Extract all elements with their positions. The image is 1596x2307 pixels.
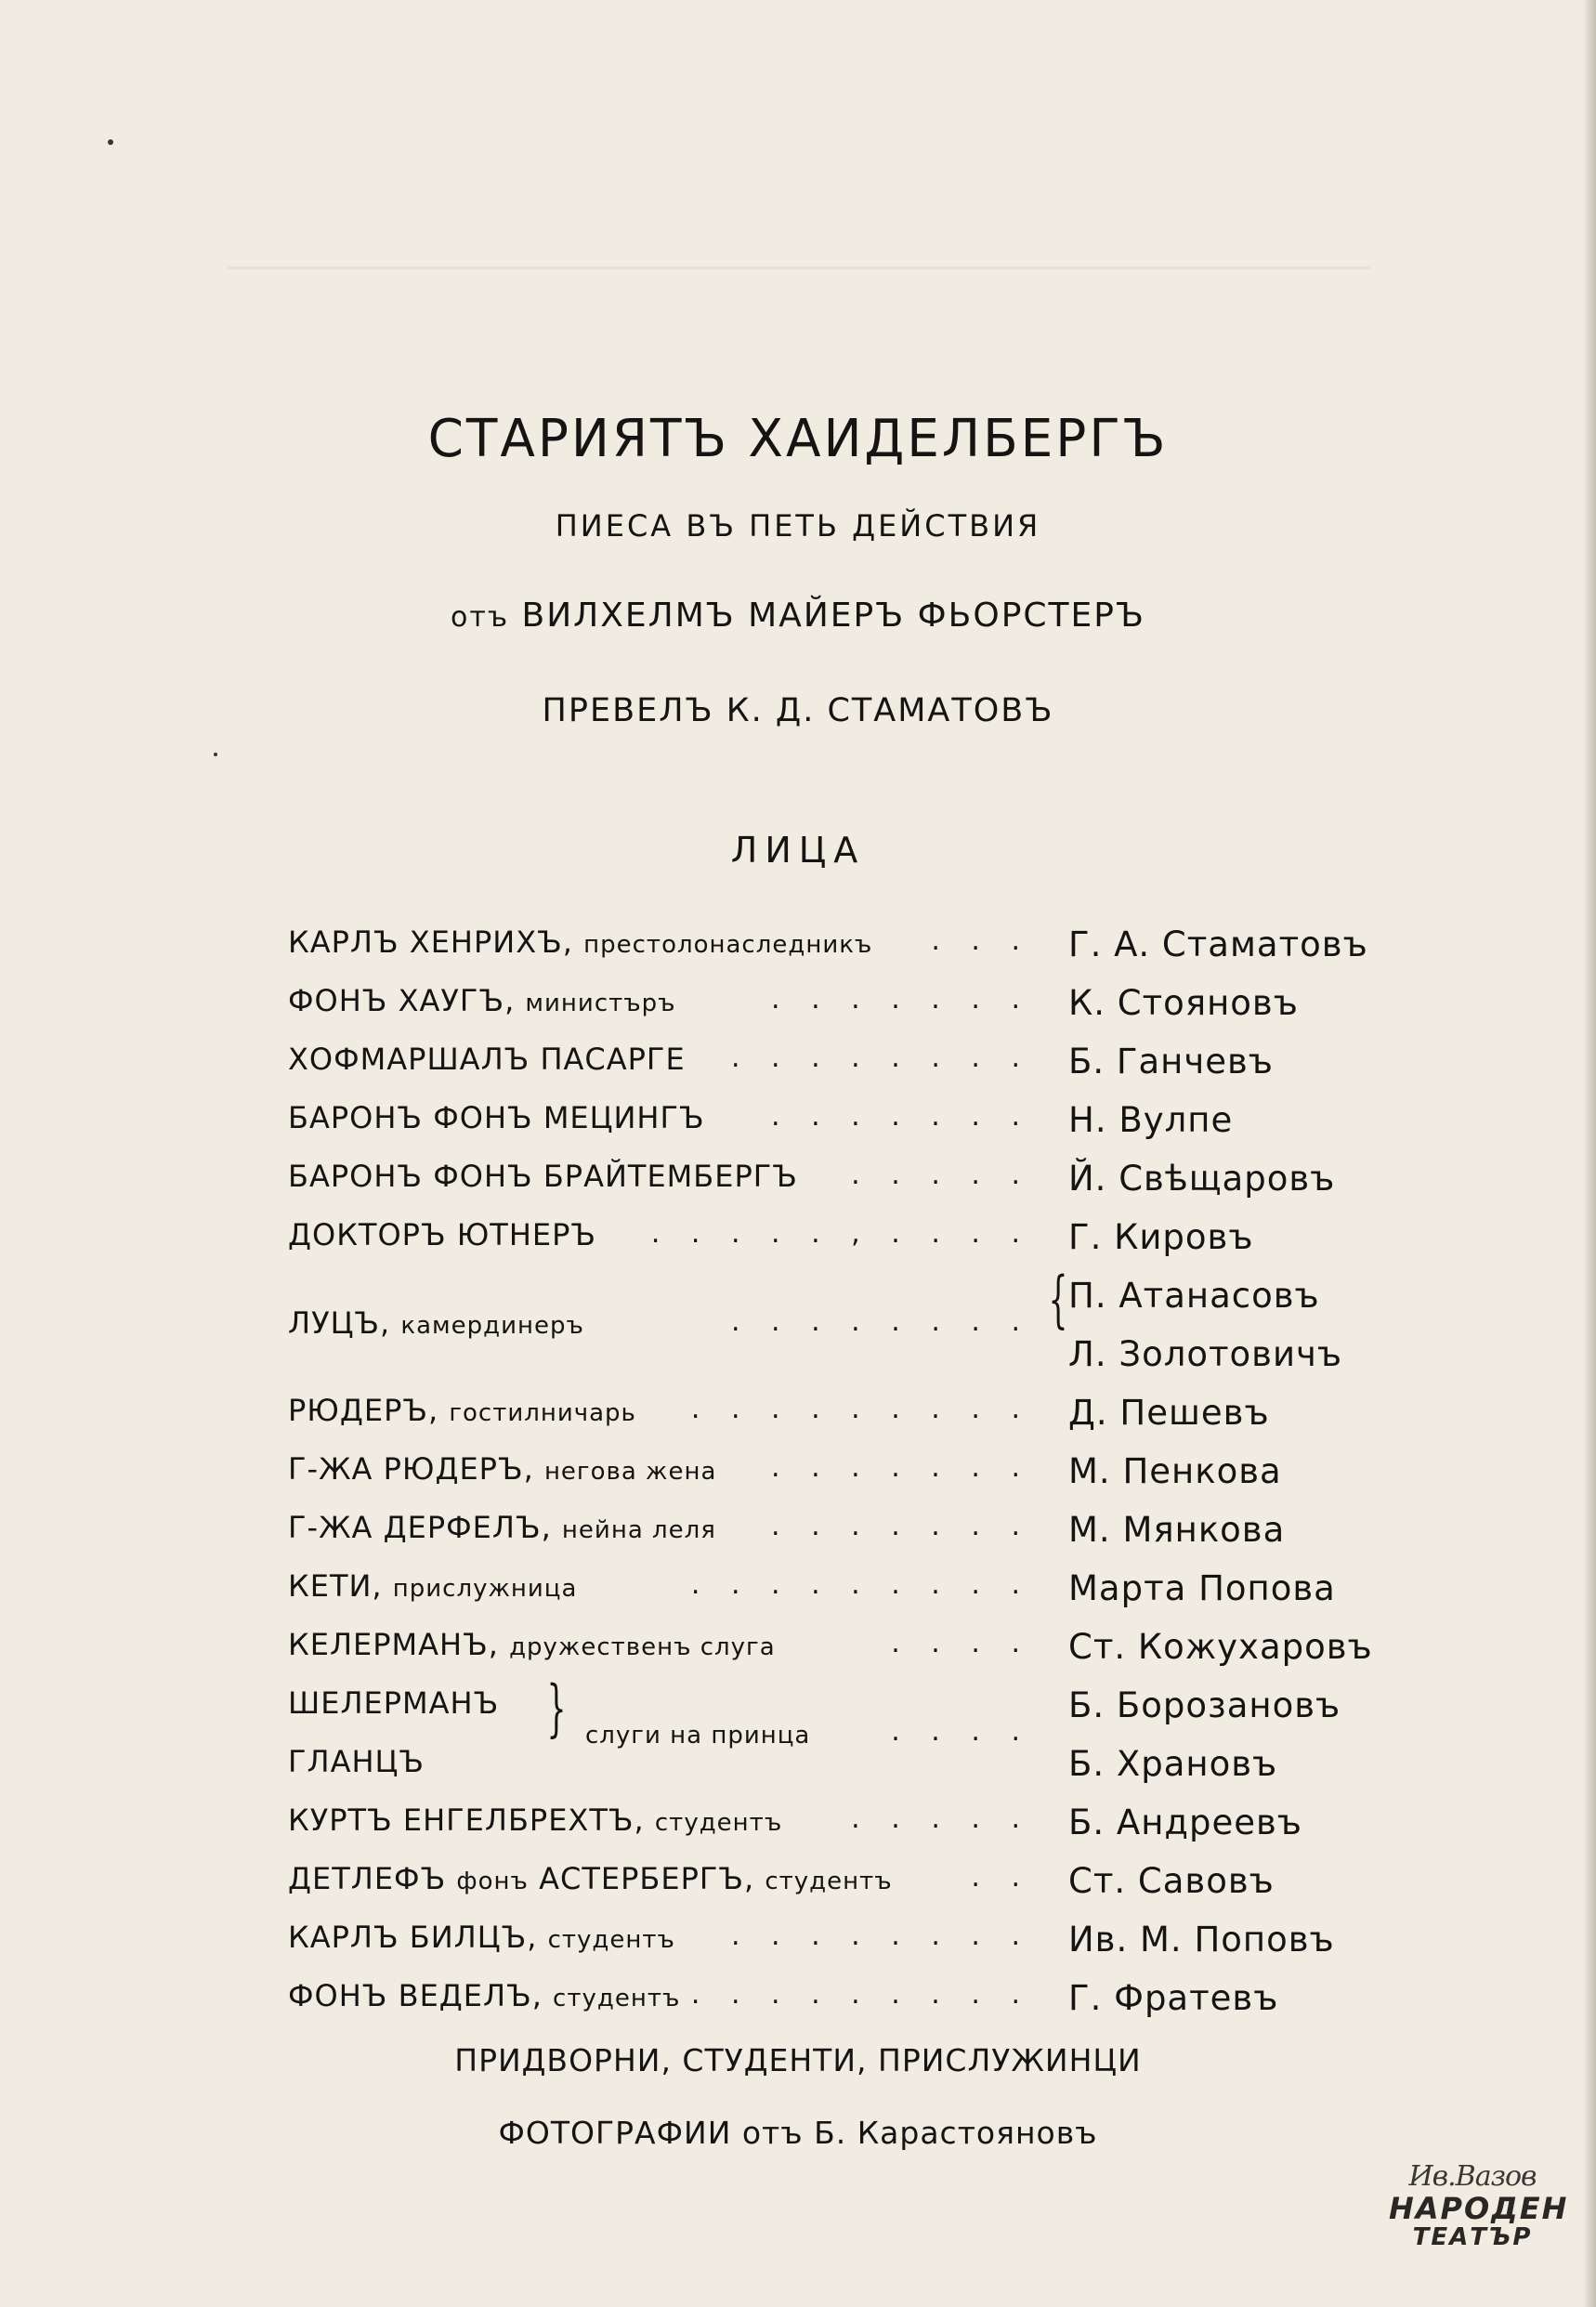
cast-row <box>288 1510 1403 1553</box>
author-line <box>0 596 1596 635</box>
play-title: СТАРИЯТЪ ХАИДЕЛБЕРГЪ <box>427 409 1169 469</box>
extras-line: ПРИДВОРНИ, СТУДЕНТИ, ПРИСЛУЖИНЦИ <box>454 2042 1142 2078</box>
cast-row <box>288 1861 1403 1904</box>
cast-row <box>288 1393 1403 1435</box>
role-name: КЕЛЕРМАНЪ, <box>288 1627 499 1662</box>
leader-dots: . . . . <box>891 1715 1031 1748</box>
translator-line: ПРЕВЕЛЪ К. Д. СТАМАТОВЪ <box>542 692 1054 729</box>
role-name: ГЛАНЦЪ <box>288 1744 425 1779</box>
actor-name: Ст. Савовъ <box>1068 1861 1275 1901</box>
actor-name: Л. Золотовичъ <box>1068 1334 1343 1374</box>
actor-name: Н. Вулпе <box>1068 1100 1234 1140</box>
actor-name: Марта Попова <box>1068 1568 1336 1608</box>
actor-name: М. Мянкова <box>1068 1510 1286 1550</box>
actor-name: Б. Андреевъ <box>1068 1802 1302 1842</box>
cast-row-actor <box>288 1334 1403 1377</box>
page-edge-shadow <box>1583 0 1596 2307</box>
servants-note: слуги на принца <box>585 1722 811 1750</box>
actor-brace: { <box>1048 1264 1068 1335</box>
leader-dots: . . . . . . . <box>771 1451 1031 1484</box>
leader-dots: . . . <box>931 924 1031 957</box>
role-name: ДОКТОРЪ ЮТНЕРЪ <box>288 1217 597 1252</box>
bleed-through-rule <box>228 267 1370 269</box>
cast-row <box>288 1159 1403 1201</box>
logo-line1: НАРОДЕН <box>1389 2191 1569 2226</box>
role-name: ХОФМАРШАЛЪ ПАСАРГЕ <box>288 1042 686 1077</box>
leader-dots: . . . . . . . <box>771 1510 1031 1542</box>
cast-row <box>288 1568 1403 1611</box>
actor-name: К. Стояновъ <box>1068 983 1299 1023</box>
role-name: КУРТЪ ЕНГЕЛБРЕХТЪ, <box>288 1802 645 1838</box>
ink-speck <box>214 753 217 756</box>
cast-row <box>288 1627 1403 1670</box>
actor-name: Б. Храновъ <box>1068 1744 1278 1784</box>
role-name: БАРОНЪ ФОНЪ БРАЙТЕМБЕРГЪ <box>288 1159 798 1194</box>
photos-prefix: ФОТОГРАФИИ отъ <box>498 2115 804 2151</box>
actor-name: Г. Фратевъ <box>1068 1978 1279 2018</box>
cast-row <box>288 1920 1403 1962</box>
cast-row-actor <box>288 1276 1403 1318</box>
cast-row <box>288 1042 1403 1084</box>
actor-name: Б. Ганчевъ <box>1068 1042 1274 1081</box>
role-name: Г-ЖА ДЕРФЕЛЪ, <box>288 1510 552 1545</box>
role-name: РЮДЕРЪ, <box>288 1393 439 1428</box>
logo-signature: Ив.Вазов <box>1408 2160 1537 2193</box>
leader-dots: . . . . . . . . <box>730 1305 1031 1338</box>
role-name: КАРЛЪ БИЛЦЪ, <box>288 1920 538 1955</box>
role-name: КЕТИ, <box>288 1568 383 1604</box>
role-name: ФОНЪ ВЕДЕЛЪ, <box>288 1978 543 2013</box>
leader-dots: . . . . . . . <box>771 1100 1031 1133</box>
cast-row <box>288 983 1403 1026</box>
role-name: ДЕТЛЕФЪ <box>288 1861 447 1896</box>
actor-name: Й. Свѣщаровъ <box>1068 1159 1336 1199</box>
leader-dots: . . <box>971 1861 1031 1894</box>
ink-speck <box>108 139 113 145</box>
role-description: студентъ <box>553 1985 681 2012</box>
cast-row <box>288 1451 1403 1494</box>
role-description: министъръ <box>525 990 676 1017</box>
role-description: дружественъ слуга <box>509 1633 776 1661</box>
role-description: камердинеръ <box>400 1312 584 1340</box>
leader-dots: . . . . . . . . . <box>690 1393 1031 1425</box>
role-description: студентъ <box>547 1926 675 1954</box>
role-description: гостилничарь <box>449 1399 636 1427</box>
persons-heading: ЛИЦА <box>730 830 866 871</box>
leader-dots: . . . . . <box>851 1159 1031 1191</box>
role-brace: } <box>546 1672 567 1744</box>
photographer-name: Б. Карастояновъ <box>814 2115 1098 2151</box>
actor-name: М. Пенкова <box>1068 1451 1282 1491</box>
role-name-continued: АСТЕРБЕРГЪ, <box>539 1861 755 1896</box>
role-description: нейна леля <box>561 1516 716 1544</box>
author-name: ВИЛХЕЛМЪ МАЙЕРЪ ФЬОРСТЕРЪ <box>521 596 1145 635</box>
cast-row <box>288 924 1403 967</box>
servants-note-row <box>288 1715 1403 1758</box>
leader-dots: . . . . <box>891 1627 1031 1659</box>
leader-dots: . . . . . . . . <box>730 1920 1031 1952</box>
leader-dots: . . . . . . . . . <box>690 1978 1031 2011</box>
role-name: Г-ЖА РЮДЕРЪ, <box>288 1451 534 1487</box>
cast-row <box>288 1217 1403 1260</box>
author-prefix: отъ <box>451 601 510 634</box>
play-subtitle: ПИЕСА ВЪ ПЕТЬ ДЕЙСТВИЯ <box>555 508 1041 544</box>
role-name: ШЕЛЕРМАНЪ <box>288 1685 500 1721</box>
leader-dots: . . . . . . . <box>771 983 1031 1016</box>
actor-name: Г. Кировъ <box>1068 1217 1254 1257</box>
role-description-continued: студентъ <box>765 1868 893 1895</box>
role-description: негова жена <box>543 1458 717 1486</box>
actor-name: П. Атанасовъ <box>1068 1276 1320 1316</box>
leader-dots: . . . . . . . . . <box>690 1568 1031 1601</box>
role-description: фонъ <box>456 1868 529 1895</box>
role-description: престолонаследникъ <box>583 931 873 959</box>
photos-credit <box>0 2115 1596 2151</box>
leader-dots: . . . . . . . . <box>730 1042 1031 1074</box>
actor-name: Ст. Кожухаровъ <box>1068 1627 1373 1667</box>
actor-name: Д. Пешевъ <box>1068 1393 1270 1433</box>
role-name: КАРЛЪ ХЕНРИХЪ, <box>288 924 573 960</box>
national-theatre-logo <box>1389 2160 1569 2281</box>
cast-row <box>288 1802 1403 1845</box>
cast-row <box>288 1100 1403 1143</box>
leader-dots: . . . . . <box>851 1802 1031 1835</box>
role-description: студентъ <box>654 1809 783 1837</box>
role-name: ЛУЦЪ, <box>288 1305 391 1341</box>
role-description: прислужница <box>392 1575 578 1603</box>
role-name: ФОНЪ ХАУГЪ, <box>288 983 516 1018</box>
role-name: БАРОНЪ ФОНЪ МЕЦИНГЪ <box>288 1100 705 1135</box>
leader-dots: . . . . . , . . . . <box>650 1217 1031 1250</box>
actor-name: Ив. М. Поповъ <box>1068 1920 1335 1960</box>
actor-name: Г. А. Стаматовъ <box>1068 924 1368 964</box>
actor-name: Б. Борозановъ <box>1068 1685 1341 1725</box>
logo-line2: ТЕАТЪР <box>1412 2223 1533 2251</box>
cast-row <box>288 1978 1403 2021</box>
